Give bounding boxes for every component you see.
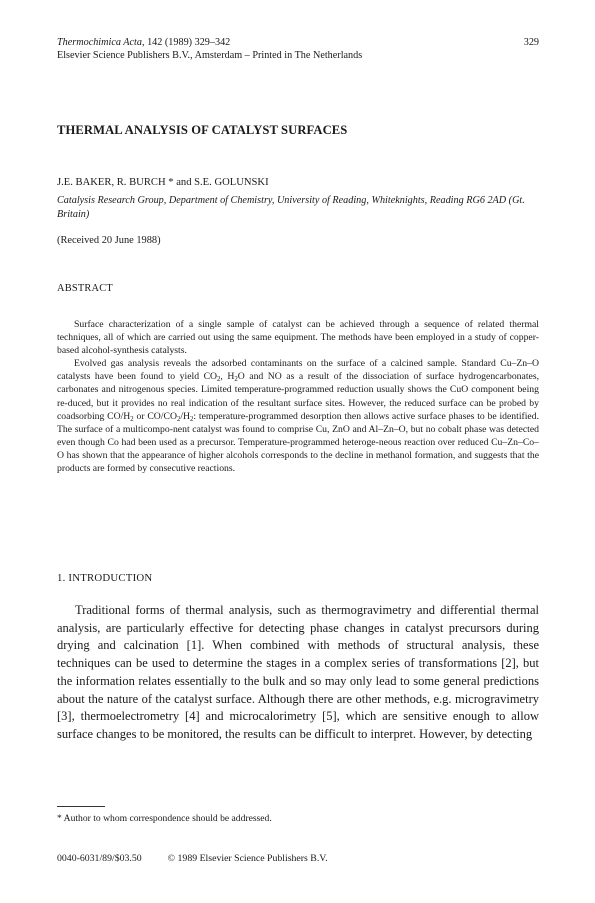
author-list: J.E. BAKER, R. BURCH * and S.E. GOLUNSKI: [57, 177, 269, 188]
issn-line: [57, 853, 539, 864]
page-number: 329: [523, 37, 539, 48]
issn-code: 0040-6031/89/$03.50: [57, 853, 142, 864]
abstract-heading: ABSTRACT: [57, 283, 113, 294]
citation-details: , 142 (1989) 329–342: [141, 37, 231, 48]
abstract-body: [57, 318, 539, 475]
publisher-line: Elsevier Science Publishers B.V., Amsterdam – Printed in The Netherlands: [57, 50, 363, 61]
received-date: (Received 20 June 1988): [57, 235, 161, 246]
footnote-divider: [57, 806, 105, 807]
affiliation: Catalysis Research Group, Department of Chemistry, University of Reading, Whiteknights, Reading RG6 2AD (Gt. Britain): [57, 195, 525, 220]
paper-title: THERMAL ANALYSIS OF CATALYST SURFACES: [57, 123, 348, 137]
journal-name: Thermochimica Acta: [57, 37, 142, 48]
introduction-heading: 1. INTRODUCTION: [57, 572, 153, 584]
footnote: * Author to whom correspondence should be addressed.: [57, 813, 272, 824]
introduction-paragraph: Traditional forms of thermal analysis, such as thermogravimetry and differential thermal analysis, are particularly effective for detecting phase changes in catalyst precursors during drying and calcination [1]. When combined with methods of structural analysis, these techniques can be used to determine the stages in a complex series of transformations [2], but the information relates essentially to the bulk and so may only lead to some general predictions about the nature of the catalyst surface. Although there are other methods, e.g. microgravimetry [3], thermoelectrometry [4] and microcalorimetry [5], which are sensitive enough to allow surface changes to be monitored, the results can be difficult to interpret. However, by detecting: [57, 603, 539, 741]
copyright-notice: © 1989 Elsevier Science Publishers B.V.: [167, 853, 328, 864]
abstract-paragraph-2: Evolved gas analysis reveals the adsorbed contaminants on the surface of a calcined sample. Standard Cu–Zn–O catalysts have been found to yield $CO_2$, $H_2O$ and NO as a result of the dissociation of surface hydrogencarbonates, carbonates and nitrogenous species. Limited temperature-programmed reduction usually shows the CuO component being re-duced, but it provides no real indication of the resultant surface sites. However, the reduced surface can be probed by coadsorbing $CO/H_2$ or $CO/CO_2/H_2$: temperature-programmed desorption then allows active surface phases to be identified. The surface of a multicompo-nent catalyst was found to comprise Cu, ZnO and Al–Zn–O, but no cobalt phase was detected even though Co had been used as a precursor. Temperature-programmed heteroge-neous reaction over reduced Cu–Zn–Co–O has shown that the appearance of higher alcohols corresponds to the decline in methanol formation, and suggests that the products are formed by consecutive reactions.: [57, 358, 540, 475]
citation-line: [57, 36, 539, 49]
running-head: [57, 36, 539, 62]
introduction-body: [57, 602, 539, 744]
abstract-paragraph-1: Surface characterization of a single sample of catalyst can be achieved through a sequence of related thermal techniques, all of which are carried out using the same equipment. The methods have been employed in a study of copper-based alcohol-synthesis catalysts.: [57, 319, 539, 357]
